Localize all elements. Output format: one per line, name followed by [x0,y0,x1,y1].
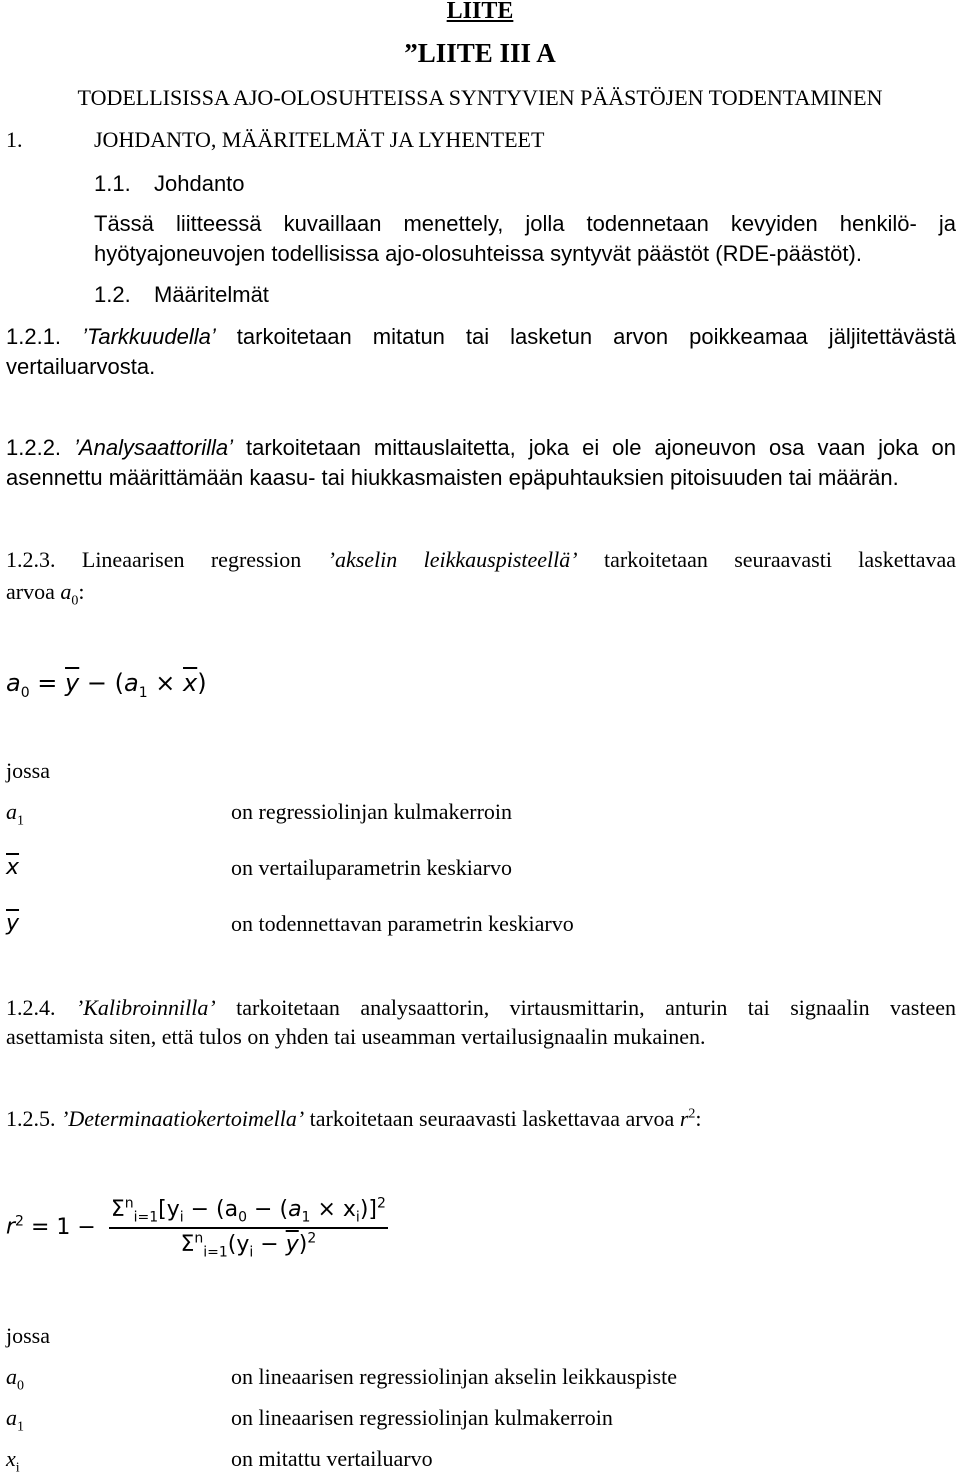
formula-fraction [109,1196,388,1259]
definition-1-2-2-line-2: asennettu määrittämään kaasu- tai hiukkasmaisten epäpuhtauksien pitoisuuden tai määrän. [6,465,899,490]
intro-line-1: Tässä liitteessä kuvaillaan menettely, jolla todennetaan kevyiden henkilö- ja [94,211,956,236]
intro-line-2: hyötyajoneuvojen todellisissa ajo-olosuhteissa syntyvät päästöt (RDE-päästöt). [94,241,862,266]
definition-1-2-1-line-1: 1.2.1. ’Tarkkuudella’ tarkoitetaan mitatun tai lasketun arvon poikkeamaa jäljitettävästä [6,324,956,349]
annex-title: ”LIITE III A [404,38,556,68]
definition-1-2-3-line-1: 1.2.3. Lineaarisen regression ’akselin leikkauspisteellä’ tarkoitetaan seuraavasti laskettavaa [6,547,957,572]
definition-1-2-5-line-1: 1.2.5. ’Determinaatiokertoimella’ tarkoitetaan seuraavasti laskettavaa arvoa $r^2$: [6,1106,702,1131]
definition-1-2-4-line-1: 1.2.4. ’Kalibroinnilla’ tarkoitetaan analysaattorin, virtausmittarin, anturin tai signaalin vasteen [6,995,957,1020]
term-xbar-description: on vertailuparametrin keskiarvo [231,855,513,880]
term-ybar: $\overline{y}$ [6,911,20,936]
liite-heading: LIITE [446,0,514,24]
jossa-label-1: jossa [6,758,50,783]
definition-1-2-2-line-1: 1.2.2. ’Analysaattorilla’ tarkoitetaan mittauslaitetta, joka ei ole ajoneuvon osa vaan joka on [6,435,956,460]
definition-1-2-4-line-2: asettamista siten, että tulos on yhden tai useamman vertailusignaalin mukainen. [6,1024,706,1049]
term-a0-description: on lineaarisen regressiolinjan akselin leikkauspiste [231,1364,677,1389]
formula-numerator: $\Sigma^n_{i=1}[y_i - (a_0 - (a_1 \times x_i)]^2$ [109,1196,388,1229]
term-a1-second: $a_1$ [6,1405,24,1435]
section-1-2-title: Määritelmät [154,282,269,307]
section-1-1-number: 1.1. [94,171,131,196]
term-xi: $x_i$ [6,1446,20,1475]
formula-denominator: $\Sigma^n_{i=1}(y_i - \overline{y})^2$ [180,1230,317,1260]
definition-1-2-1-line-2: vertailuarvosta. [6,354,156,379]
term-xi-description: on mitattu vertailuarvo [231,1446,433,1471]
section-1-number: 1. [6,127,23,152]
determination-formula: $r^2 = 1$ − $\frac{\Sigma^n_{i=1}[y_i - (a_0 - (a_1 \times x_i)]^2}{\Sigma^n_{i=1}(y_i - \overline{y})^2}$ [6,1195,386,1260]
section-1-1-title: Johdanto [154,171,245,196]
section-1-2-number: 1.2. [94,282,131,307]
document-title: TODELLISISSA AJO-OLOSUHTEISSA SYNTYVIEN PÄÄSTÖJEN TODENTAMINEN [77,85,883,110]
intercept-formula: $a_0 = \overline{y} - (a_1 \times \overline{x})$ [6,669,207,701]
jossa-label-2: jossa [6,1323,50,1348]
section-1-title: JOHDANTO, MÄÄRITELMÄT JA LYHENTEET [94,127,545,152]
term-ybar-description: on todennettavan parametrin keskiarvo [231,911,574,936]
definition-1-2-3-line-2: arvoa $a_0$: [6,579,85,609]
term-xbar: $\overline{x}$ [6,855,20,880]
term-a1-second-description: on lineaarisen regressiolinjan kulmakerroin [231,1405,613,1430]
term-a0: $a_0$ [6,1364,24,1394]
term-a1: $a_1$ [6,799,24,829]
term-a1-description: on regressiolinjan kulmakerroin [231,799,513,824]
